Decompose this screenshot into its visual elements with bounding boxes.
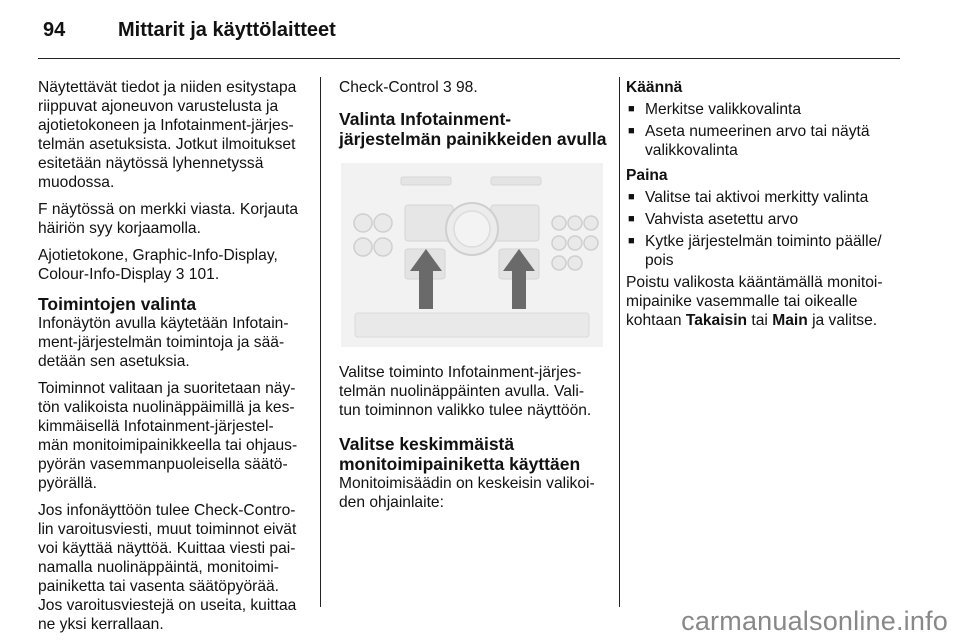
fault-paragraph [38,200,306,238]
heading-line: monitoimipainiketta käyttäen [339,454,581,474]
check-control-reference: Check-Control 3 98. [339,79,478,96]
text-line: Jos infonäyttöön tulee Check-Contro- [38,502,296,519]
text-line: muodossa. [38,174,115,191]
text-line: valikkovalinta [645,142,738,159]
text-line: Aseta numeerinen arvo tai näytä [645,123,870,140]
bullet-icon: ■ [628,125,635,137]
text-line: Näytettävät tiedot ja niiden esitystapa [38,79,297,96]
bullet-icon: ■ [628,103,635,115]
text-line: Valitse toiminto Infotainment-järjes- [339,364,582,381]
page-title: Mittarit ja käyttölaitteet [118,19,336,41]
watermark: carmanualsonline.info [681,606,948,636]
list-item [626,122,906,160]
press-label: Paina [626,167,668,184]
heading-line: Valitse keskimmäistä [339,434,515,454]
multifunction-paragraph [339,474,607,512]
text-line: Infonäytön avulla käytetään Infotain- [38,315,289,332]
intro-paragraph [38,78,306,192]
page-number: 94 [43,19,66,41]
exit-paragraph [626,273,906,330]
heading-line: järjestelmän painikkeiden avulla [339,129,607,149]
text-line: Kytke järjestelmän toiminto päälle/ [645,233,882,250]
back-keyword: Takaisin [685,312,748,329]
text-line: ajotietokoneen ja Infotainment-järjes- [38,117,294,134]
text-line: Valitse tai aktivoi merkitty valinta [645,189,869,206]
text-line: Vahvista asetettu arvo [645,211,799,228]
text-line: mipainike vasemmalle tai oikealle [626,293,858,310]
text-line: voi käyttää näyttöä. Kuittaa viesti pai- [38,540,296,557]
text-line: lin varoitusviesti, muut toiminnot eivät [38,521,297,538]
text-line: Monitoimisäädin on keskeisin valikoi- [339,475,595,492]
bullet-icon: ■ [628,191,635,203]
bullet-icon: ■ [628,235,635,247]
list-item [626,232,906,270]
section-heading: Toimintojen valinta [38,294,197,314]
text-line: Ajotietokone, Graphic-Info-Display, [38,247,278,264]
column-divider-1 [320,77,321,607]
text-line: häiriön syy korjaamolla. [38,220,201,237]
selection-paragraph [38,314,306,371]
text-run: ja valitse. [807,312,878,329]
text-line: den ohjainlaite: [339,494,444,511]
text-line: män monitoimipainikkeella tai ohjaus- [38,437,298,454]
text-line: pois [645,252,674,269]
column-divider-2 [619,77,620,607]
text-run: kohtaan [626,312,686,329]
text-line: Jos varoitusviestejä on useita, kuittaa [38,597,297,614]
control-panel-drawing [341,163,603,347]
text-line: ne yksi kerrallaan. [38,616,164,633]
list-item [626,210,906,229]
column-1 [38,78,306,642]
section-heading [339,109,607,149]
column-2 [339,78,607,520]
text-line: tön valikoista nuolinäppäimillä ja kes- [38,399,295,416]
text-line: pyörällä. [38,475,97,492]
text-line: detään sen asetuksia. [38,353,190,370]
turn-label: Käännä [626,79,683,96]
text-line: Poistu valikosta kääntämällä monitoi- [626,274,883,291]
main-keyword: Main [772,312,808,329]
text-line: Colour-Info-Display 3 101. [38,266,220,283]
bullet-icon: ■ [628,213,635,225]
check-control-paragraph [38,501,306,634]
text-line: esitetään näytössä lyhennetyssä [38,155,264,172]
text-line: Toiminnot valitaan ja suoritetaan näy- [38,380,296,397]
text-line: pyörän vasemmanpuoleisella säätö- [38,456,288,473]
text-line: telmän nuolinäppäinten avulla. Vali- [339,383,585,400]
text-line: riippuvat ajoneuvon varustelusta ja [38,98,279,115]
text-line: namalla nuolinäppäintä, monitoimi- [38,559,279,576]
navigation-paragraph [38,379,306,493]
text-line: ment-järjestelmän toimintoja ja sää- [38,334,285,351]
text-line: painiketta tai vasenta säätöpyörää. [38,578,279,595]
text-line: Merkitse valikkovalinta [645,101,801,118]
column-3 [626,78,906,338]
list-item [626,100,906,119]
text-run: tai [747,312,773,329]
header-rule [38,58,900,59]
list-item [626,188,906,207]
reference-paragraph [38,246,306,284]
text-line: kimmäisellä Infotainment-järjestel- [38,418,274,435]
arrow-keys-paragraph [339,363,607,420]
text-line: telmän asetuksista. Jotkut ilmoitukset [38,136,296,153]
infotainment-panel-illustration [341,163,603,347]
page-header [0,0,960,62]
text-line: F näytössä on merkki viasta. Korjauta [38,201,299,218]
section-heading [339,434,607,474]
heading-line: Valinta Infotainment- [339,109,512,129]
text-line: tun toiminnon valikko tulee näyttöön. [339,402,592,419]
text-line [626,311,906,330]
